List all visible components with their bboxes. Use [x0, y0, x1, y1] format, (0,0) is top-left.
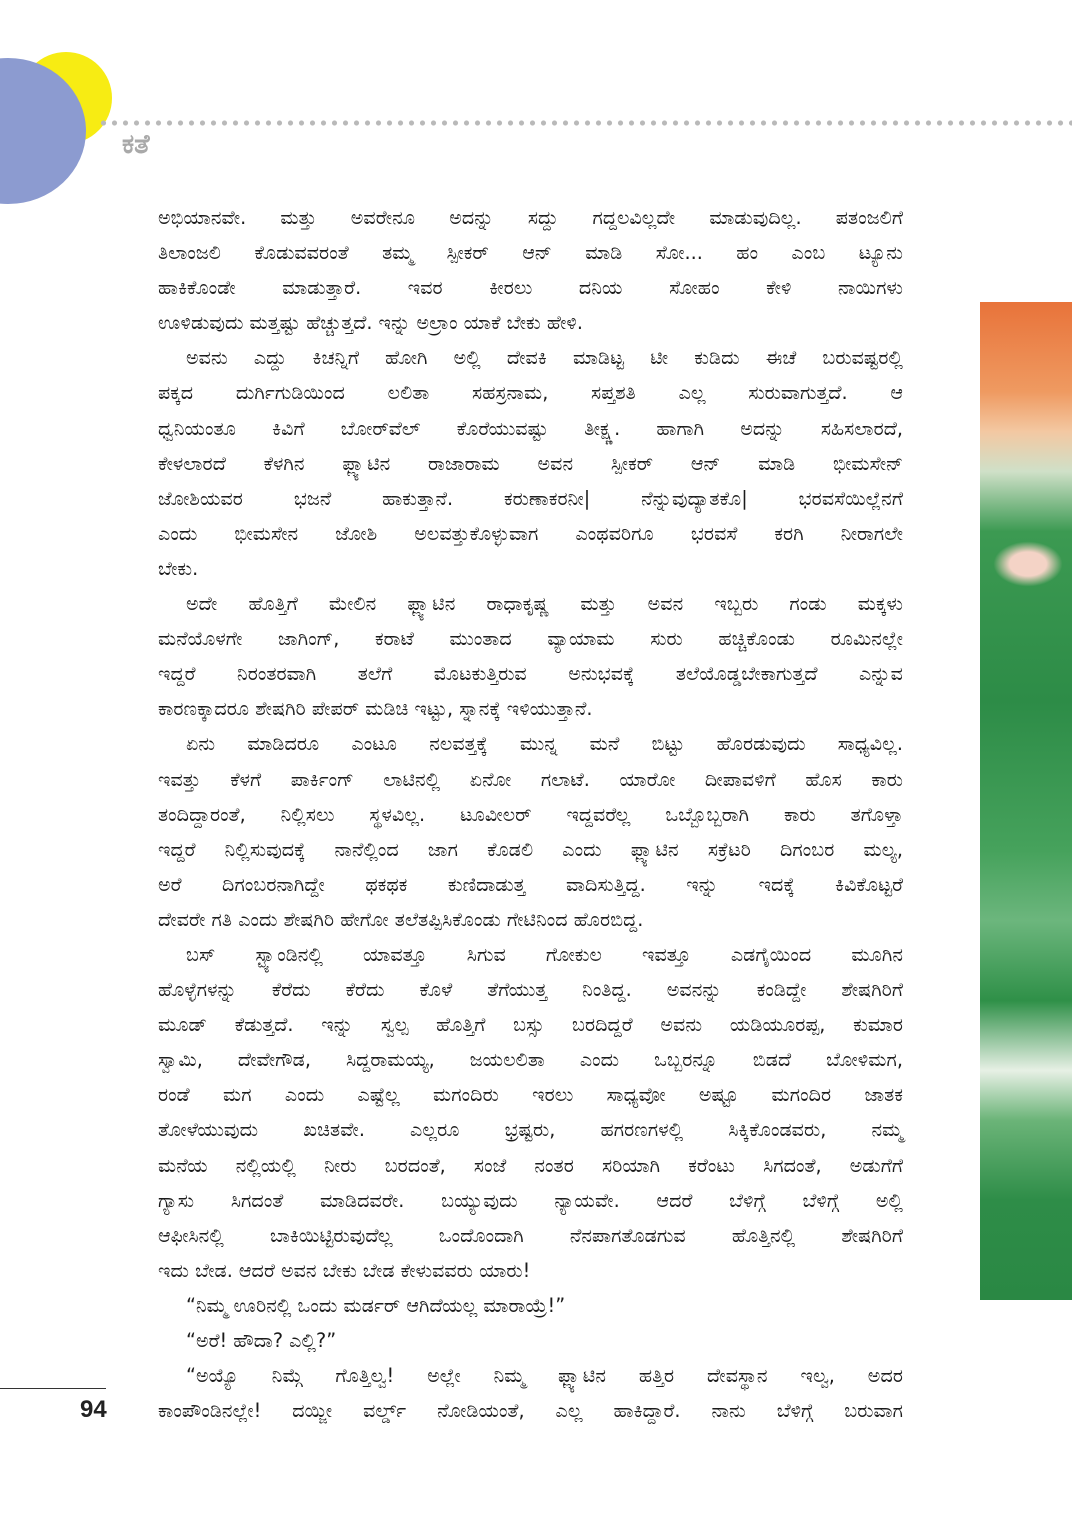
text-line: ಮನೆಯೊಳಗೇ ಜಾಗಿಂಗ್, ಕರಾಟೆ ಮುಂತಾದ ವ್ಯಾಯಾಮ ಸುರು ಹಚ್ಚಿಕೊಂಡು ರೂಮಿನಲ್ಲೇ	[158, 627, 903, 651]
text-line: ಎಂದು ಭೀಮಸೇನ ಜೋಶಿ ಅಲವತ್ತುಕೊಳ್ಳುವಾಗ ಎಂಥವರಿಗೂ ಭರವಸೆ ಕರಗಿ ನೀರಾಗಲೇ	[158, 521, 903, 545]
text-line: ಧ್ವನಿಯಂತೂ ಕಿವಿಗೆ ಬೋರ್‌ವೆಲ್ ಕೊರೆಯುವಷ್ಟು ತೀಕ್ಷ್ಣ. ಹಾಗಾಗಿ ಅದನ್ನು ಸಹಿಸಲಾರದೆ,	[158, 416, 903, 440]
text-line: ಸ್ವಾಮಿ, ದೇವೇಗೌಡ, ಸಿದ್ದರಾಮಯ್ಯ, ಜಯಲಲಿತಾ ಎಂದು ಒಬ್ಬರನ್ನೂ ಬಿಡದೆ ಬೋಳಿಮಗ,	[158, 1048, 903, 1072]
text-line: ರಂಡೆ ಮಗ ಎಂದು ಎಷ್ಟೆಲ್ಲ ಮಗಂದಿರು ಇರಲು ಸಾಧ್ಯವೋ ಅಷ್ಟೂ ಮಗಂದಿರ ಜಾತಕ	[158, 1083, 903, 1107]
dialogue-line: “ನಿಮ್ಮ ಊರಿನಲ್ಲಿ ಒಂದು ಮರ್ಡರ್ ಆಗಿದೆಯಲ್ಲ ಮಾರಾಯ್ರೆ!”	[186, 1293, 566, 1317]
text-line: ಹಾಕಿಕೊಂಡೇ ಮಾಡುತ್ತಾರೆ. ಇವರ ಕೀರಲು ದನಿಯ ಸೋಹಂ ಕೇಳಿ ನಾಯಿಗಳು	[158, 276, 903, 300]
text-line: ಮೂಡ್ ಕೆಡುತ್ತದೆ. ಇನ್ನು ಸ್ವಲ್ಪ ಹೊತ್ತಿಗೆ ಬಸ್ಸು ಬರದಿದ್ದರೆ ಅವನು ಯಡಿಯೂರಪ್ಪ, ಕುಮಾರ	[158, 1013, 903, 1037]
text-line: ಇದ್ದರೆ ನಿಲ್ಲಿಸುವುದಕ್ಕೆ ನಾನೆಲ್ಲಿಂದ ಜಾಗ ಕೊಡಲಿ ಎಂದು ಫ್ಲ್ಯಾಟಿನ ಸಕ್ರೆಟರಿ ದಿಗಂಬರ ಮಲ್ಯ,	[158, 837, 903, 861]
text-line: ಅಭಿಯಾನವೇ. ಮತ್ತು ಅವರೇನೂ ಅದನ್ನು ಸದ್ದು ಗದ್ದಲವಿಲ್ಲದೇ ಮಾಡುವುದಿಲ್ಲ. ಪತಂಜಲಿಗೆ	[158, 206, 903, 229]
text-line: ಜೋಶಿಯವರ ಭಜನೆ ಹಾಕುತ್ತಾನೆ. ಕರುಣಾಕರನೀ| ನೆನ್ನುವುದ್ಯಾತಕೊ| ಭರವಸೆಯಿಲ್ಲೆನಗೆ	[158, 486, 903, 510]
text-line: ತಂದಿದ್ದಾರಂತೆ, ನಿಲ್ಲಿಸಲು ಸ್ಥಳವಿಲ್ಲ. ಟೂವೀಲರ್ ಇದ್ದವರೆಲ್ಲ ಒಬ್ಬೊಬ್ಬರಾಗಿ ಕಾರು ತಗೊಳ್ತಾ	[158, 802, 903, 826]
dialogue-line: “ಅರೆ! ಹೌದಾ? ಎಲ್ಲಿ?”	[186, 1329, 337, 1352]
text-line: ತಿಲಾಂಜಲಿ ಕೊಡುವವರಂತೆ ತಮ್ಮ ಸ್ಪೀಕರ್ ಆನ್ ಮಾಡಿ ಸೋ... ಹಂ ಎಂಬ ಟ್ಯೂನು	[158, 241, 903, 265]
dialogue-line: “ಅಯ್ಯೊ ನಿಮ್ಗೆ ಗೊತ್ತಿಲ್ವ! ಅಲ್ಲೇ ನಿಮ್ಮ ಫ್ಲ್ಯಾಟಿನ ಹತ್ತಿರ ದೇವಸ್ಥಾನ ಇಲ್ವ, ಅದರ	[186, 1364, 903, 1388]
text-line: ತೋಳೆಯುವುದು ಖಚಿತವೇ. ಎಲ್ಲರೂ ಭ್ರಷ್ಟರು, ಹಗರಣಗಳಲ್ಲಿ ಸಿಕ್ಕಿಕೊಂಡವರು, ನಮ್ಮ	[158, 1118, 903, 1142]
text-line: ಬಸ್ ಸ್ಟ್ಯಾಂಡಿನಲ್ಲಿ ಯಾವತ್ತೂ ಸಿಗುವ ಗೋಕುಲ ಇವತ್ತೂ ಎಡಗೈಯಿಂದ ಮೂಗಿನ	[186, 942, 903, 966]
text-line: ಆಫೀಸಿನಲ್ಲಿ ಬಾಕಿಯಿಟ್ಟಿರುವುದೆಲ್ಲ ಒಂದೊಂದಾಗಿ ನೆನಪಾಗತೊಡಗುವ ಹೊತ್ತಿನಲ್ಲಿ ಶೇಷಗಿರಿಗೆ	[158, 1223, 903, 1247]
text-line: ಗ್ಯಾಸು ಸಿಗದಂತೆ ಮಾಡಿದವರೇ. ಬಯ್ಯುವುದು ನ್ಯಾಯವೇ. ಆದರೆ ಬೆಳಿಗ್ಗೆ ಬೆಳಿಗ್ಗೆ ಅಲ್ಲಿ	[158, 1188, 903, 1212]
text-line: ಬೇಕು.	[158, 556, 199, 580]
illustration-panel	[980, 302, 1072, 1300]
text-line: ಕಾಂಪೌಂಡಿನಲ್ಲೇ! ದಯ್ಜೀ ವರ್ಲ್ಡ್ ನೋಡಿಯಂತೆ, ಎಲ್ಲ ಹಾಕಿದ್ದಾರೆ. ನಾನು ಬೆಳಿಗ್ಗೆ ಬರುವಾಗ	[158, 1399, 903, 1423]
text-line: ಹೊಳ್ಳೆಗಳನ್ನು ಕೆರೆದು ಕೆರೆದು ಕೊಳೆ ತೆಗೆಯುತ್ತ ನಿಂತಿದ್ದ. ಅವನನ್ನು ಕಂಡಿದ್ದೇ ಶೇಷಗಿರಿಗೆ	[158, 978, 903, 1002]
text-line: ಇವತ್ತು ಕೆಳಗೆ ಪಾರ್ಕಿಂಗ್ ಲಾಟಿನಲ್ಲಿ ಏನೋ ಗಲಾಟೆ. ಯಾರೋ ದೀಪಾವಳಿಗೆ ಹೊಸ ಕಾರು	[158, 767, 903, 791]
text-line: ಅರೆ ದಿಗಂಬರನಾಗಿದ್ದೇ ಥಕಥಕ ಕುಣಿದಾಡುತ್ತ ವಾದಿಸುತ್ತಿದ್ದ. ಇನ್ನು ಇದಕ್ಕೆ ಕಿವಿಕೊಟ್ಟರೆ	[158, 872, 903, 896]
text-line: ಪಕ್ಕದ ದುರ್ಗಿಗುಡಿಯಿಂದ ಲಲಿತಾ ಸಹಸ್ರನಾಮ, ಸಪ್ತಶತಿ ಎಲ್ಲ ಸುರುವಾಗುತ್ತದೆ. ಆ	[158, 381, 903, 405]
dotted-header-rule	[98, 119, 1072, 127]
text-line: ಅವನು ಎದ್ದು ಕಿಚನ್ನಿಗೆ ಹೋಗಿ ಅಲ್ಲಿ ದೇವಕಿ ಮಾಡಿಟ್ಟ ಟೀ ಕುಡಿದು ಈಚೆ ಬರುವಷ್ಟರಲ್ಲಿ	[186, 346, 903, 370]
text-line: ಮನೆಯ ನಲ್ಲಿಯಲ್ಲಿ ನೀರು ಬರದಂತೆ, ಸಂಜೆ ನಂತರ ಸರಿಯಾಗಿ ಕರೆಂಟು ಸಿಗದಂತೆ, ಅಡುಗೆಗೆ	[158, 1153, 903, 1177]
page-number: 94	[80, 1396, 107, 1423]
text-line: ಕೇಳಲಾರದೆ ಕೆಳಗಿನ ಫ್ಲ್ಯಾಟಿನ ರಾಜಾರಾಮ ಅವನ ಸ್ಪೀಕರ್ ಆನ್ ಮಾಡಿ ಭೀಮಸೇನ್	[158, 451, 903, 475]
story-text	[158, 200, 903, 1428]
text-line: ಏನು ಮಾಡಿದರೂ ಎಂಟೂ ನಲವತ್ತಕ್ಕೆ ಮುನ್ನ ಮನೆ ಬಿಟ್ಟು ಹೊರಡುವುದು ಸಾಧ್ಯವಿಲ್ಲ.	[186, 732, 903, 756]
text-line: ದೇವರೇ ಗತಿ ಎಂದು ಶೇಷಗಿರಿ ಹೇಗೋ ತಲೆತಪ್ಪಿಸಿಕೊಂಡು ಗೇಟಿನಿಂದ ಹೊರಬಿದ್ದ.	[158, 907, 644, 931]
section-title: ಕತೆ	[122, 129, 150, 160]
text-line: ಇದು ಬೇಡ. ಆದರೆ ಅವನ ಬೇಕು ಬೇಡ ಕೇಳುವವರು ಯಾರು!	[158, 1258, 531, 1282]
footer-rule	[0, 1388, 106, 1389]
text-line: ಊಳಿಡುವುದು ಮತ್ತಷ್ಟು ಹೆಚ್ಚುತ್ತದೆ. ಇನ್ನು ಅಲ್ರಾಂ ಯಾಕೆ ಬೇಕು ಹೇಳಿ.	[158, 311, 583, 335]
text-line: ಇದ್ದರೆ ನಿರಂತರವಾಗಿ ತಲೆಗೆ ಮೊಟಕುತ್ತಿರುವ ಅನುಭವಕ್ಕೆ ತಲೆಯೊಡ್ಡಬೇಕಾಗುತ್ತದೆ ಎನ್ನುವ	[158, 662, 903, 686]
text-line: ಕಾರಣಕ್ಕಾದರೂ ಶೇಷಗಿರಿ ಪೇಪರ್ ಮಡಿಚಿ ಇಟ್ಟು, ಸ್ನಾನಕ್ಕೆ ಇಳಿಯುತ್ತಾನೆ.	[158, 697, 593, 721]
text-line: ಅದೇ ಹೊತ್ತಿಗೆ ಮೇಲಿನ ಫ್ಲ್ಯಾಟಿನ ರಾಧಾಕೃಷ್ಣ ಮತ್ತು ಅವನ ಇಬ್ಬರು ಗಂಡು ಮಕ್ಕಳು	[186, 592, 903, 616]
